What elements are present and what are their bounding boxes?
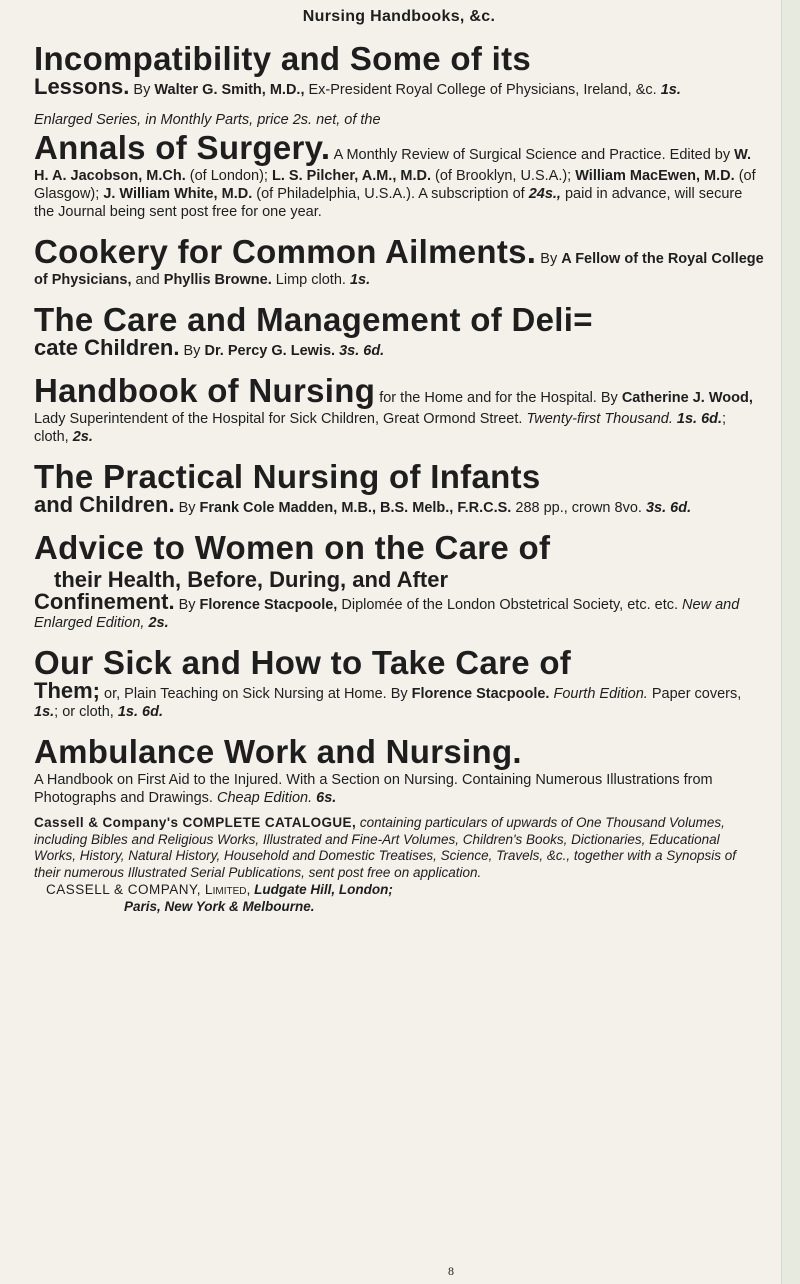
publisher-limited: Limited, [204,881,251,897]
entry-title-cont: Them; [34,678,100,703]
editor-location: (of Philadelphia, U.S.A.). A subscription of [256,186,525,202]
description-2: Lady Superintendent of the Hospital for Sick Children, Great Ormond Street. [34,411,523,427]
entry-practical-nursing [34,458,764,517]
entry-our-sick [34,644,764,721]
entry-delicate-children [34,301,764,360]
price: 3s. 6d. [645,500,692,516]
price-cloth: 1s. 6d. [117,704,163,720]
author: Florence Stacpoole, [199,597,338,613]
entry-incompatibility [34,40,764,99]
editor-location: (of London); [189,168,268,184]
page [34,0,764,915]
binding-label: ; cloth, [34,411,727,445]
price: 6s. [316,790,337,806]
edition: Twenty-first Thousand. [526,411,673,427]
page-number: 8 [448,1264,454,1278]
by-label: By [183,343,201,359]
description: 288 pp., crown 8vo. [515,500,642,516]
entry-title: Cookery for Common Ailments. [34,233,537,270]
entry-ambulance-work [34,733,764,807]
price: 3s. 6d. [339,343,385,359]
running-head: Nursing Handbooks, &c. [302,8,496,25]
author: Walter G. Smith, M.D., [154,82,305,98]
by-label: By [133,82,151,98]
description: Diplomée of the London Obstetrical Society, etc. etc. [341,597,679,613]
entry-title: Handbook of Nursing [34,372,376,409]
price: 1s. [34,704,55,720]
subscription-price: 24s., [528,186,561,202]
price-cloth: 2s. [72,429,93,445]
edition: New and Enlarged Edition, [34,597,740,631]
price: 1s. [349,272,371,288]
conjunction: and [135,272,160,288]
entry-cookery [34,233,764,289]
entry-advice-to-women [34,529,764,632]
description: or, Plain Teaching on Sick Nursing at Home. By [104,686,408,702]
edition: Cheap Edition. [216,790,313,806]
entry-title: Ambulance Work and Nursing. [34,733,522,770]
entry-title: Our Sick and How to Take Care of [34,644,572,681]
author: Dr. Percy G. Lewis. [204,343,336,359]
entry-title: The Practical Nursing of Infants [34,458,541,495]
editor-location: (of Glasgow); [34,168,756,202]
author: Frank Cole Madden, M.B., B.S. Melb., F.R.C.S. [199,500,512,516]
entry-title: Advice to Women on the Care of [34,529,551,566]
entry-title-cont: Lessons. [34,74,130,99]
author: Florence Stacpoole. [411,686,550,702]
editor-macewen: William MacEwen, M.D. [575,168,735,184]
author: Catherine J. Wood, [621,390,753,406]
price: 1s. [660,82,681,98]
description: for the Home and for the Hospital. By [379,390,618,406]
description: A Handbook on First Aid to the Injured. With a Section on Nursing. Containing Numerous Illustrations from Photographs and Drawings. [34,772,713,806]
catalogue-notice [34,815,764,915]
entry-handbook-nursing [34,372,764,446]
description: Ex-President Royal College of Physicians, Ireland, &c. [308,82,657,98]
by-label: By [178,500,196,516]
catalogue-heading: Cassell & Company's COMPLETE CATALOGUE, [34,815,357,830]
entry-title: Incompatibility and Some of its [34,40,532,77]
description: A Monthly Review of Surgical Science and Practice. Edited by [333,147,731,163]
editor-white: J. William White, M.D. [103,186,253,202]
editor-pilcher: L. S. Pilcher, A.M., M.D. [272,168,431,184]
editor-location: (of Brooklyn, U.S.A.); [435,168,572,184]
entry-title-cont: their Health, Before, During, and After [54,567,449,592]
entry-title: The Care and Management of Deli= [34,301,593,338]
by-label: By [178,597,196,613]
author-2: Phyllis Browne. [163,272,272,288]
subscription-terms: paid in advance, will secure the Journal being sent post free for one year. [34,186,743,220]
series-note: Enlarged Series, in Monthly Parts, price 2s. net, of the [34,112,381,128]
price: 2s. [148,615,169,631]
description-2: Paper covers, [651,686,742,702]
binding-label: ; or cloth, [54,704,114,720]
publisher-address: Ludgate Hill, London; [254,882,393,897]
price: 1s. 6d. [676,411,723,427]
by-label: By [540,251,558,267]
entry-title-cont-2: Confinement. [34,589,175,614]
page-edge [781,0,800,1284]
entry-title-cont: cate Children. [34,335,180,360]
author: A Fellow of the Royal College of Physicians, [34,251,764,288]
entry-annals-of-surgery [34,111,764,221]
description: Limp cloth. [275,272,346,288]
editor-jacobson: W. H. A. Jacobson, M.Ch. [34,147,752,184]
edition: Fourth Edition. [553,686,648,702]
publisher-name: CASSELL & COMPANY, [46,882,202,897]
catalogue-text: containing particulars of upwards of One Thousand Volumes, including Bibles and Religious Works, Illustrated and Fine-Art Volumes, Children's Books, Dictionaries, Educational Works, History, Natural History, Household and Domestic Treatises, Science, Travels, &c., together with a Synopsis of their numerous Illustrated Serial Publications, sent post free on application. [34,815,737,880]
entry-title: Annals of Surgery. [34,129,331,166]
entry-title-cont: and Children. [34,492,175,517]
publisher-cities: Paris, New York & Melbourne. [124,898,315,914]
